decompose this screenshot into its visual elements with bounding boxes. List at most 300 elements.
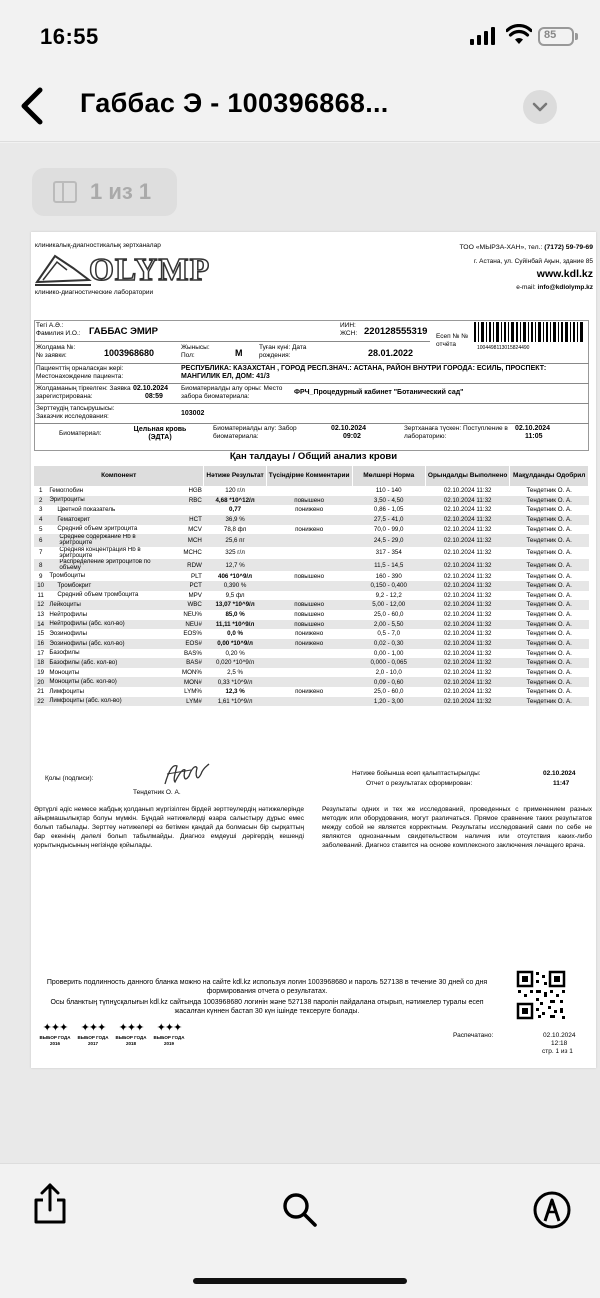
row-number: 17	[37, 649, 45, 657]
sidebar-icon	[53, 181, 77, 203]
component-name: Лимфоциты	[49, 687, 84, 695]
component-name: Среднее содержание Hb в эритроците	[47, 534, 168, 546]
awards-row	[37, 1022, 187, 1062]
component-code: EOS%	[183, 630, 202, 638]
approved-by: Тендетник О. А.	[526, 649, 572, 657]
norm-range: 0,5 - 7,0	[377, 630, 401, 638]
approved-by: Тендетник О. А.	[526, 611, 572, 619]
company-address: г. Астана, ул. Суйінбай Ақын, здание 85	[473, 258, 593, 265]
name-label: Тегі А.Ә.: Фамилия И.О.:	[36, 322, 81, 337]
component-code: MPV	[188, 591, 202, 599]
row-number: 22	[34, 697, 47, 707]
component-name: Средний объем тромбоцита	[57, 591, 139, 599]
performed-datetime: 02.10.2024 11:32	[425, 515, 509, 525]
table-row	[34, 515, 589, 525]
signature-image	[161, 760, 211, 788]
component-name: Моноциты (абс. кол-во)	[47, 677, 168, 687]
collection-time: 09:02	[343, 433, 361, 440]
row-divider	[34, 363, 589, 364]
collection-date: 02.10.2024	[331, 425, 367, 432]
award-stars-icon: ✦✦✦	[80, 1022, 106, 1034]
row-number: 12	[34, 600, 47, 610]
page-number: стр. 1 из 1	[542, 1048, 573, 1055]
order-label: Жолдама №: № заявки:	[36, 344, 76, 359]
component-code: HCT	[169, 515, 204, 525]
logo-text: OLYMP	[89, 251, 211, 287]
component-name: Нейтрофилы	[49, 610, 88, 618]
row-number: 15	[37, 630, 45, 638]
section-title: Қан талдауы / Общий анализ крови	[229, 451, 398, 462]
norm-range: 2,0 - 10,0	[375, 668, 402, 676]
status-bar	[0, 0, 600, 70]
row-number: 9	[38, 572, 43, 580]
document-title: Габбас Э - 100396868...	[80, 88, 389, 118]
collection-place-label: Биоматериалды алу орны: Место забора биоматериала:	[181, 385, 283, 400]
result-value: 36,9 %	[204, 515, 266, 525]
performed-datetime: 02.10.2024 11:32	[443, 487, 492, 495]
result-comment	[266, 515, 352, 525]
approved-by: Тендетник О. А.	[526, 506, 572, 514]
norm-range: 9,2 - 12,2	[375, 591, 402, 599]
component-code: MCV	[188, 525, 202, 533]
results-body	[34, 486, 589, 706]
component-code: LYM%	[184, 688, 202, 696]
markup-icon[interactable]	[532, 1190, 572, 1230]
row-number: 14	[34, 620, 47, 630]
result-value: 0,0 %	[227, 630, 243, 638]
approved-by: Тендетник О. А.	[510, 658, 589, 668]
approved-by: Тендетник О. А.	[526, 572, 572, 580]
result-comment: повышено	[266, 496, 352, 506]
approved-by: Тендетник О. А.	[526, 591, 572, 599]
result-value: 13,07 *10^9/л	[204, 600, 266, 610]
col-norm: Мөлшері Норма	[352, 466, 425, 486]
result-comment: повышено	[266, 620, 352, 630]
award-badge: ✦✦✦ ВЫБОР ГОДА 2016	[37, 1022, 73, 1046]
norm-range: 160 - 390	[375, 572, 402, 580]
table-row	[34, 525, 589, 535]
iin-label: ИИН: ЖСН:	[340, 322, 358, 337]
signature-label: Қолы (подписи):	[45, 775, 94, 782]
norm-range: 24,5 - 29,0	[352, 534, 425, 546]
result-comment	[266, 547, 352, 559]
biomaterial: Цельная кровь (ЭДТА)	[133, 426, 187, 442]
result-comment: повышено	[266, 600, 352, 610]
result-value: 120 г/л	[225, 487, 245, 495]
component-name: Базофилы (абс. кол-во)	[47, 658, 168, 668]
table-row	[34, 547, 589, 559]
printed-label: Распечатано:	[453, 1032, 494, 1039]
table-row	[34, 620, 589, 630]
performed-datetime: 02.10.2024 11:32	[443, 506, 492, 514]
approved-by: Тендетник О. А.	[510, 515, 589, 525]
received-time: 11:05	[525, 433, 543, 440]
approved-by: Тендетник О. А.	[510, 697, 589, 707]
note-kz: Әртүрлі әдіс немесе жабдық қолданып жүргізілген бірдей зерттеулердің нәтижелерінде айырмашылықтар болуы мүмкін. Бұндай нәтижелерді өзара салыстыру дұрыс емес болып табылады. Зерттеу нәтижелері өз бетімен қандай да болмасын бір сырқаттың бар екенінің дәлелі болып табылмайды. Диагноз емдеуші дәрігердің кешенді қорытындысының негізінде қойылады.	[34, 806, 304, 849]
approved-by: Тендетник О. А.	[510, 534, 589, 546]
award-badge: ✦✦✦ ВЫБОР ГОДА 2017	[75, 1022, 111, 1046]
approved-by: Тендетник О. А.	[526, 549, 572, 557]
approved-by: Тендетник О. А.	[526, 487, 572, 495]
received-date: 02.10.2024	[515, 425, 551, 432]
patient-name: ГАББАС ЭМИР	[89, 326, 158, 337]
component-code: RBC	[169, 496, 204, 506]
result-value: 0,00 *10^9/л	[204, 639, 266, 649]
sex-label: Жынысы: Пол:	[181, 344, 210, 359]
row-number: 8	[34, 559, 47, 571]
component-code: BAS#	[169, 658, 204, 668]
approved-by: Тендетник О. А.	[510, 677, 589, 687]
performed-datetime: 02.10.2024 11:32	[443, 630, 492, 638]
customer-code: 103002	[181, 410, 205, 417]
result-comment	[266, 649, 352, 659]
component-code: WBC	[169, 600, 204, 610]
result-value: 0,77	[229, 506, 242, 514]
birth-date: 28.01.2022	[368, 348, 414, 358]
component-code	[169, 505, 204, 515]
approved-by: Тендетник О. А.	[510, 581, 589, 591]
order-number: 1003968680	[104, 348, 155, 358]
norm-range: 25,0 - 60,0	[373, 611, 404, 619]
chevron-down-icon	[523, 90, 557, 124]
row-number: 7	[38, 549, 43, 557]
result-comment	[266, 486, 352, 496]
result-value: 9,5 фл	[225, 591, 245, 599]
row-number: 21	[37, 688, 45, 696]
norm-range: 110 - 140	[375, 487, 402, 495]
result-comment	[266, 658, 352, 668]
component-name: Тромбокрит	[47, 581, 168, 591]
component-name: Тромбоциты	[49, 572, 86, 580]
performed-datetime: 02.10.2024 11:32	[425, 600, 509, 610]
table-row	[34, 534, 589, 546]
norm-range: 0,09 - 0,60	[352, 677, 425, 687]
performed-datetime: 02.10.2024 11:32	[443, 591, 492, 599]
component-name: Эозинофилы	[49, 629, 87, 637]
verify-ru: Проверить подлинность данного бланка можно на сайте kdl.kz используя логин 1003968680 и пароль 527138 в течение 30 дней со дня формирования отчета о результатах.	[46, 979, 488, 996]
result-comment: понижено	[266, 639, 352, 649]
table-row	[34, 629, 589, 639]
email-label: e-mail:	[516, 284, 536, 291]
row-number: 20	[34, 677, 47, 687]
row-number: 19	[37, 668, 45, 676]
row-number: 13	[37, 611, 45, 619]
component-name: Средний объем эритроцита	[57, 525, 138, 533]
result-value: 0,20 %	[225, 649, 245, 657]
result-comment	[266, 591, 352, 601]
component-name: Лимфоциты (абс. кол-во)	[47, 697, 168, 707]
result-value: 25,6 пг	[204, 534, 266, 546]
company-line	[459, 244, 593, 252]
verify-kz: Осы бланктың түпнұсқалығын kdl.kz сайтында 1003968680 логинін және 527138 паролін пайдалана отырып, нәтижелер туралы есеп жасалған күннен бастап 30 күн ішінде тексеруге болады.	[50, 999, 484, 1016]
component-name: Гемоглобин	[49, 486, 84, 494]
patient-iin: 220128555319	[364, 326, 428, 337]
approved-by: Тендетник О. А.	[510, 496, 589, 506]
result-comment	[266, 534, 352, 546]
col-comment: Түсіндірме Комментарии	[266, 466, 352, 486]
performed-datetime: 02.10.2024 11:32	[425, 697, 509, 707]
approved-by: Тендетник О. А.	[526, 525, 572, 533]
col-performed: Орындалды Выполнено	[425, 466, 509, 486]
performed-datetime: 02.10.2024 11:32	[443, 611, 492, 619]
table-row	[34, 591, 589, 601]
customer-label: Зерттеудің тапсырушысы: Заказчик исследования:	[36, 405, 115, 420]
performed-datetime: 02.10.2024 11:32	[425, 496, 509, 506]
component-name: Средняя концентрация Hb в эритроците	[59, 546, 141, 559]
norm-range: 0,000 - 0,065	[352, 658, 425, 668]
component-code: PCT	[169, 581, 204, 591]
result-comment: понижено	[295, 525, 324, 533]
report-number-label: Есеп № № отчёта	[436, 333, 469, 348]
share-icon[interactable]	[30, 1182, 70, 1226]
approved-by: Тендетник О. А.	[526, 688, 572, 696]
collection-place: ФРЧ_Процедурный кабинет "Ботанический сад"	[294, 389, 464, 396]
collection-label: Биоматериалды алу: Забор биоматериала:	[213, 425, 297, 440]
result-comment	[266, 677, 352, 687]
row-number: 2	[34, 496, 47, 506]
row-number: 4	[34, 515, 47, 525]
row-number: 11	[37, 591, 44, 599]
table-row	[34, 486, 589, 496]
result-value: 0,020 *10^9/л	[204, 658, 266, 668]
printed-date: 02.10.2024	[543, 1032, 576, 1039]
result-comment: понижено	[295, 630, 324, 638]
approved-by: Тендетник О. А.	[526, 668, 572, 676]
approved-by: Тендетник О. А.	[510, 639, 589, 649]
norm-range: 0,00 - 1,00	[373, 649, 404, 657]
lab-name-ru: клинико-диагностические лаборатории	[35, 289, 154, 296]
component-code: PLT	[191, 572, 202, 580]
biomaterial-label: Биоматериал:	[59, 430, 102, 437]
lab-report-page	[31, 232, 596, 1068]
component-code: EOS#	[169, 639, 204, 649]
row-number: 18	[34, 658, 47, 668]
norm-range: 0,02 - 0,30	[352, 639, 425, 649]
norm-range: 3,50 - 4,50	[352, 496, 425, 506]
result-value: 11,11 *10^9/л	[204, 620, 266, 630]
status-time: 16:55	[40, 24, 99, 49]
norm-range: 27,5 - 41,0	[352, 515, 425, 525]
search-icon[interactable]	[280, 1190, 320, 1230]
wifi-icon	[506, 24, 532, 46]
result-value: 12,3 %	[225, 688, 245, 696]
report-formed-date: 02.10.2024	[543, 770, 576, 777]
component-name: Гематокрит	[47, 515, 168, 525]
performed-datetime: 02.10.2024 11:32	[425, 639, 509, 649]
performed-datetime: 02.10.2024 11:32	[443, 668, 492, 676]
received-label: Зертханаға түскен: Поступление в лабораторию:	[404, 425, 508, 440]
component-code: HGB	[188, 487, 202, 495]
patient-sex: M	[235, 348, 243, 358]
battery-icon	[538, 27, 574, 46]
company-email-line	[516, 284, 593, 292]
row-number: 16	[34, 639, 47, 649]
registered-date: 02.10.2024	[133, 385, 169, 392]
performed-datetime: 02.10.2024 11:32	[443, 549, 492, 557]
back-chevron-icon[interactable]	[14, 84, 54, 128]
row-number: 6	[34, 534, 47, 546]
barcode-number: 1004498113015824490	[477, 345, 530, 351]
col-result: Нәтиже Результат	[204, 466, 266, 486]
performed-datetime: 02.10.2024 11:32	[425, 559, 509, 571]
performed-datetime: 02.10.2024 11:32	[443, 688, 492, 696]
cellular-signal-icon	[470, 27, 496, 45]
component-code: MON%	[181, 668, 202, 676]
norm-range: 0,150 - 0,400	[352, 581, 425, 591]
component-code: NEU#	[169, 620, 204, 630]
row-divider	[34, 341, 430, 342]
result-comment: понижено	[295, 688, 324, 696]
results-header-row	[34, 466, 589, 486]
performed-datetime: 02.10.2024 11:32	[443, 649, 492, 657]
patient-location: РЕСПУБЛИКА: КАЗАХСТАН , ГОРОД РЕСП.ЗНАЧ.: АСТАНА, РАЙОН ВНУТРИ ГОРОДА: ЕСИЛЬ, ПРОСПЕКТ: МАНГИЛИК ЕЛ, ДОМ: 41/3	[181, 365, 547, 381]
norm-range: 317 - 354	[375, 549, 402, 557]
table-row	[34, 687, 589, 697]
table-row	[34, 600, 589, 610]
performed-datetime: 02.10.2024 11:32	[425, 581, 509, 591]
table-row	[34, 559, 589, 571]
result-comment: повышено	[294, 572, 325, 580]
qr-code-icon	[516, 970, 566, 1020]
home-indicator	[193, 1278, 407, 1284]
component-name: Базофилы	[49, 649, 80, 657]
col-approved: Мақұлданды Одобрил	[510, 466, 589, 486]
row-number: 10	[34, 581, 47, 591]
component-name: Цветной показатель	[57, 506, 116, 513]
results-table	[34, 466, 589, 706]
result-value: 406 *10^9/л	[218, 572, 253, 580]
report-formed-label-ru: Отчет о результатах сформирован:	[366, 780, 473, 787]
performed-datetime: 02.10.2024 11:32	[425, 658, 509, 668]
approved-by: Тендетник О. А.	[510, 559, 589, 571]
result-value: 12,7 %	[204, 559, 266, 571]
component-name: Эритроциты	[47, 496, 168, 506]
result-value: 325 г/л	[225, 549, 245, 557]
row-number: 1	[38, 487, 43, 495]
row-divider	[34, 403, 589, 404]
norm-range: 1,20 - 3,00	[352, 697, 425, 707]
norm-range: 70,0 - 99,0	[373, 525, 404, 533]
component-code: MON#	[169, 677, 204, 687]
result-value: 85,0 %	[225, 611, 245, 619]
performed-datetime: 02.10.2024 11:32	[443, 525, 492, 533]
approved-by: Тендетник О. А.	[526, 630, 572, 638]
table-row	[34, 697, 589, 707]
performed-datetime: 02.10.2024 11:32	[425, 620, 509, 630]
table-row	[34, 496, 589, 506]
signer-name: Тендетник О. А.	[133, 789, 181, 796]
company-site: www.kdl.kz	[536, 268, 593, 280]
company-phone: (7172) 59-79-69	[544, 244, 593, 251]
performed-datetime: 02.10.2024 11:32	[443, 572, 492, 580]
result-comment	[266, 697, 352, 707]
result-comment: повышено	[294, 611, 325, 619]
result-value: 0,33 *10^9/л	[204, 677, 266, 687]
navigation-bar	[0, 70, 600, 142]
award-stars-icon: ✦✦✦	[156, 1022, 182, 1034]
row-number: 5	[38, 525, 43, 533]
row-divider	[34, 383, 589, 384]
norm-range: 5,00 - 12,00	[352, 600, 425, 610]
award-badge: ✦✦✦ ВЫБОР ГОДА 2018	[113, 1022, 149, 1046]
birth-label: Туған күні: Дата рождения:	[259, 344, 307, 359]
result-value: 2,5 %	[227, 668, 243, 676]
component-name: Нейтрофилы (абс. кол-во)	[47, 620, 168, 630]
performed-datetime: 02.10.2024 11:32	[425, 677, 509, 687]
component-code: RDW	[169, 559, 204, 571]
olymp-logo-icon	[33, 250, 93, 288]
page-indicator-text: 1 из 1	[90, 179, 152, 204]
col-component: Компонент	[34, 466, 204, 486]
lab-name-kz: клиникалық-диагностикалық зертханалар	[35, 242, 161, 249]
battery-level: 85	[544, 29, 557, 41]
table-row	[34, 649, 589, 659]
table-row	[34, 677, 589, 687]
award-stars-icon: ✦✦✦	[118, 1022, 144, 1034]
result-value: 1,61 *10^9/л	[204, 697, 266, 707]
location-label: Пациенттің орналасқан жері: Местонахождение пациента:	[36, 365, 124, 380]
page-indicator	[32, 168, 177, 216]
approved-by: Тендетник О. А.	[510, 620, 589, 630]
norm-range: 0,86 - 1,05	[373, 506, 404, 514]
barcode-icon	[474, 322, 584, 342]
bottom-toolbar	[0, 1163, 600, 1298]
component-code: MCH	[169, 534, 204, 546]
result-comment	[266, 668, 352, 678]
table-row	[34, 668, 589, 678]
norm-range: 11,5 - 14,5	[352, 559, 425, 571]
result-comment	[266, 559, 352, 571]
table-row	[34, 639, 589, 649]
registered-label: Жолдаманың тіркелген: Заявка зарегистрирована:	[36, 385, 131, 400]
table-row	[34, 505, 589, 515]
performed-datetime: 02.10.2024 11:32	[425, 534, 509, 546]
component-name: Эозинофилы (абс. кол-во)	[47, 639, 168, 649]
report-formed-label-kz: Нәтиже бойынша есеп қалыптастырылды:	[352, 770, 481, 777]
printed-time: 12:18	[551, 1040, 568, 1047]
company-email: info@kdlolymp.kz	[537, 284, 593, 291]
component-name: Лейкоциты	[47, 600, 168, 610]
norm-range: 25,0 - 60,0	[373, 688, 404, 696]
result-comment: понижено	[295, 506, 324, 514]
component-code: LYM#	[169, 697, 204, 707]
result-comment	[266, 581, 352, 591]
company-name: ТОО «МЫРЗА-ХАН», тел.:	[459, 244, 543, 251]
component-name: Распределение эритроцитов по объему	[47, 559, 168, 571]
table-row	[34, 610, 589, 620]
component-name: Моноциты	[49, 668, 80, 676]
component-code: NEU%	[183, 611, 202, 619]
report-formed-time: 11:47	[553, 780, 570, 787]
table-row	[34, 581, 589, 591]
title-menu-button[interactable]	[523, 90, 557, 124]
approved-by: Тендетник О. А.	[510, 600, 589, 610]
row-divider	[34, 423, 589, 424]
component-code: MCHC	[183, 549, 202, 557]
award-stars-icon: ✦✦✦	[42, 1022, 68, 1034]
note-ru: Результаты одних и тех же исследований, проведенных с применением разных методик или оборудования, могут различаться. Прямое сравнение таких результатов между собой не является корректным. Результаты исследований сами по себе не являются однозначным свидетельством наличия или отсутствия каких-либо заболеваний. Диагноз ставится на основе комплексного заключения лечащего врача.	[322, 806, 592, 849]
table-row	[34, 658, 589, 668]
result-value: 4,68 *10^12/л	[204, 496, 266, 506]
component-code: BAS%	[184, 649, 202, 657]
norm-range: 2,00 - 5,50	[352, 620, 425, 630]
row-number: 3	[38, 506, 43, 514]
registered-time: 08:59	[145, 393, 163, 400]
award-badge: ✦✦✦ ВЫБОР ГОДА 2019	[151, 1022, 187, 1046]
result-value: 0,390 %	[204, 581, 266, 591]
result-value: 78,8 фл	[223, 525, 247, 533]
table-row	[34, 571, 589, 581]
